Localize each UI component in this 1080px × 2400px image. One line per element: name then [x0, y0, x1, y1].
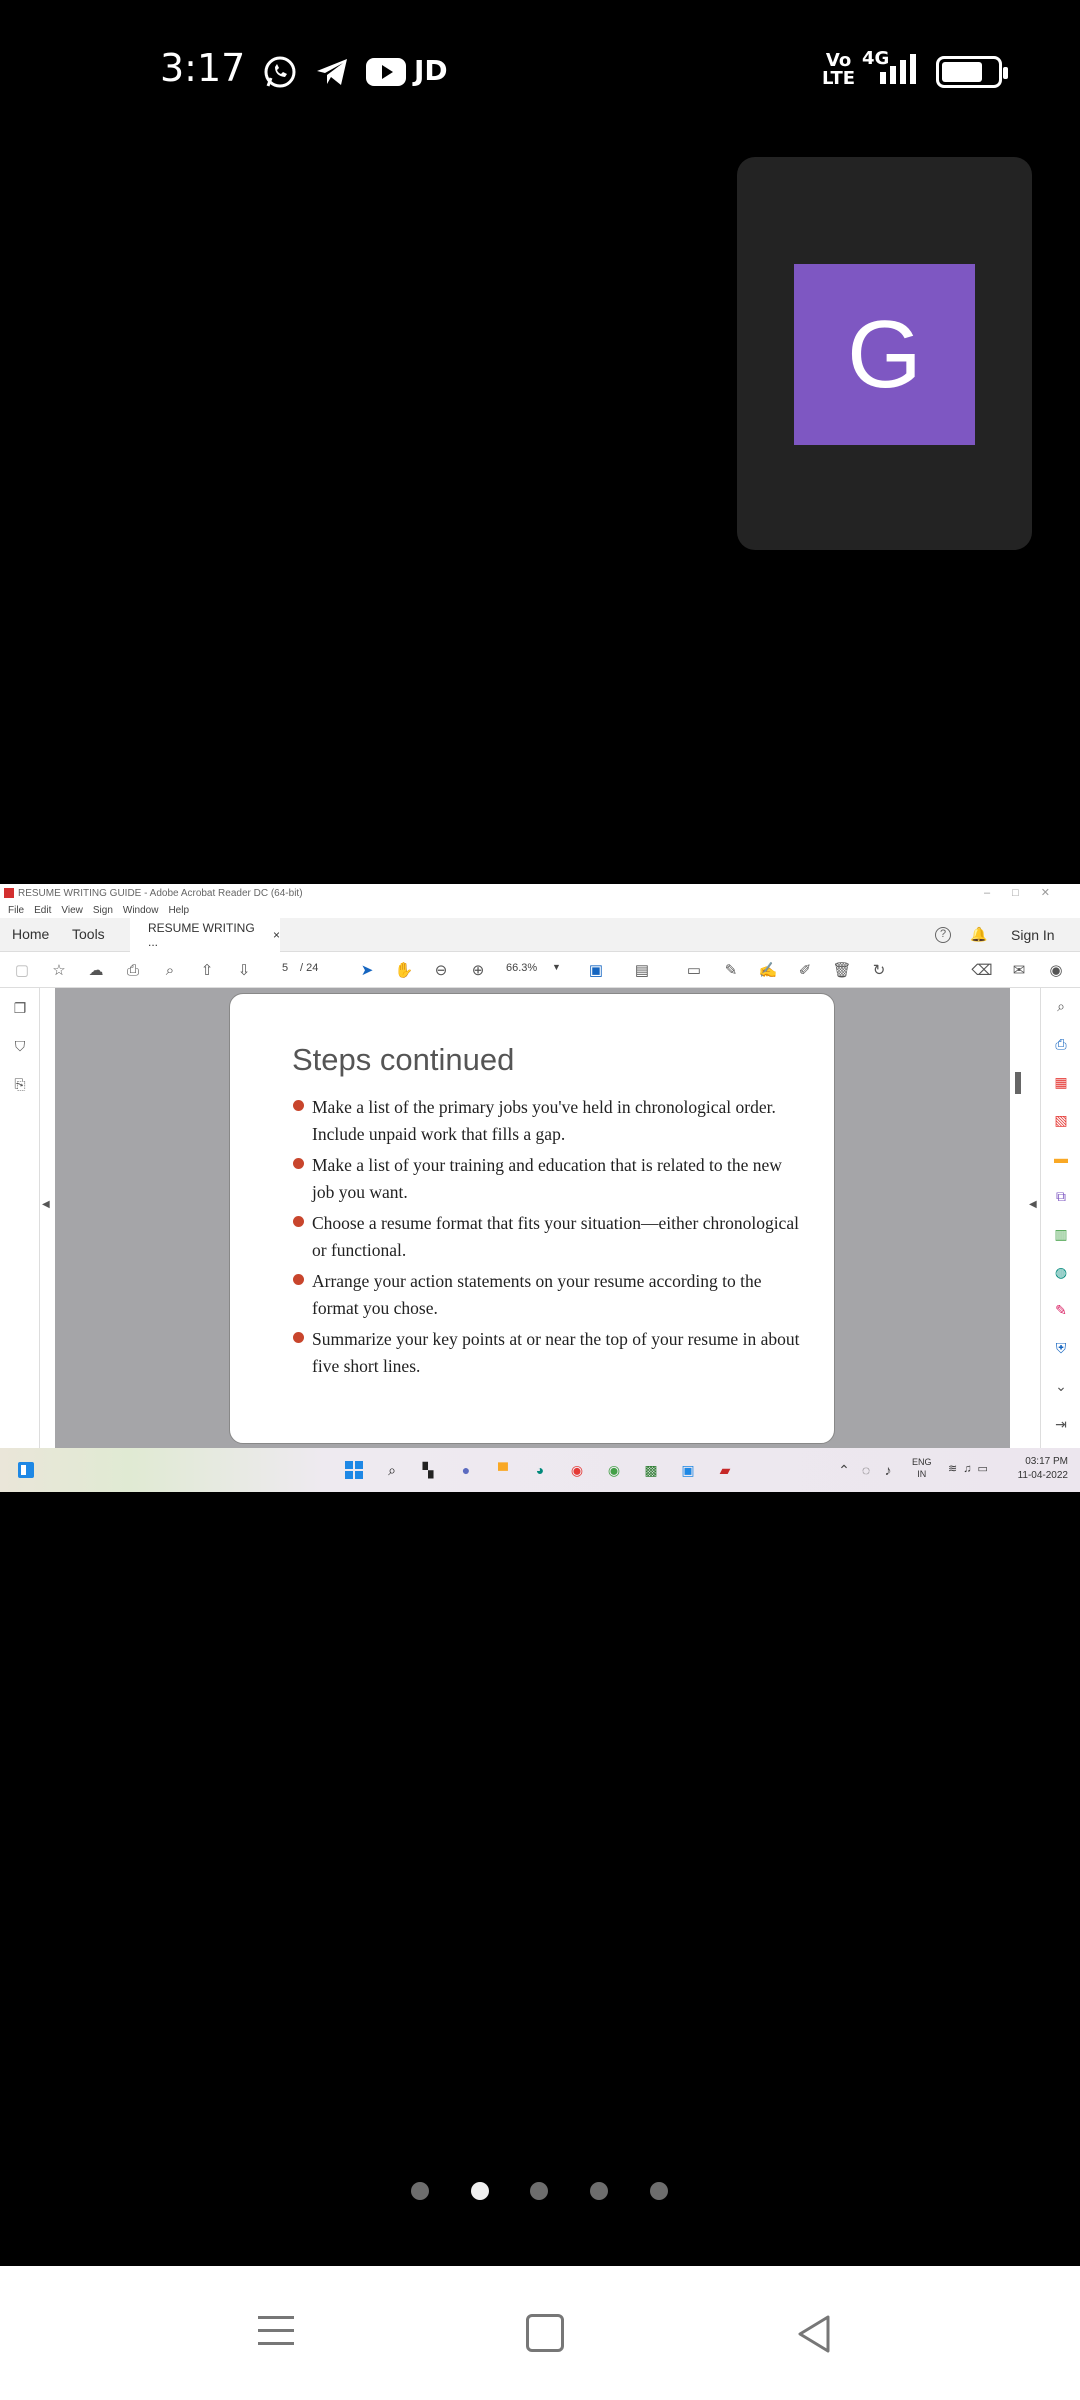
acrobat-icon [4, 888, 14, 898]
page-dot-active[interactable] [471, 2182, 489, 2200]
tab-home[interactable]: Home [12, 926, 50, 942]
scrollbar[interactable] [1015, 1072, 1021, 1094]
page-dot[interactable] [530, 2182, 548, 2200]
scroll-mode-icon[interactable]: ▤ [634, 962, 650, 979]
menu-edit[interactable]: Edit [34, 904, 52, 916]
highlight-icon[interactable]: ✎ [724, 962, 738, 979]
page-dot[interactable] [650, 2182, 668, 2200]
bullet-dot [293, 1100, 304, 1111]
signal-icon [878, 52, 920, 86]
more-tools-icon[interactable]: ⌄ [1055, 1378, 1067, 1394]
menu-view[interactable]: View [61, 904, 83, 916]
hand-icon[interactable]: ✋ [394, 962, 414, 979]
help-icon[interactable]: ? [935, 927, 951, 943]
back-button[interactable] [796, 2314, 832, 2354]
select-cursor-icon[interactable]: ➤ [360, 962, 374, 979]
page-up-icon[interactable]: ⇧ [200, 962, 214, 979]
delete-icon[interactable]: 🗑 [832, 962, 852, 979]
windows-taskbar [0, 1448, 1080, 1492]
bullet-dot [293, 1158, 304, 1169]
menu-bar [0, 902, 1080, 918]
home-button[interactable] [526, 2314, 564, 2352]
chevron-down-icon[interactable]: ▼ [552, 962, 561, 972]
fit-page-icon[interactable]: ▣ [588, 962, 604, 979]
slide-title: Steps continued [292, 1042, 515, 1077]
excel-icon[interactable]: ▩ [644, 1461, 658, 1478]
sign-icon[interactable]: ✍ [758, 962, 778, 979]
windows-start-icon[interactable] [344, 1460, 364, 1480]
menu-file[interactable]: File [8, 904, 25, 916]
save-icon[interactable]: ▢ [14, 962, 30, 979]
chat-icon[interactable]: ● [461, 1462, 471, 1478]
page-down-icon[interactable]: ⇩ [237, 962, 251, 979]
list-item: Summarize your key points at or near the top of your resume in about five short lines. [292, 1326, 802, 1380]
export-pdf-icon[interactable]: ⎙ [1055, 1036, 1067, 1052]
task-view-icon[interactable]: ▚ [422, 1461, 434, 1478]
attachment-icon[interactable]: ⎘ [14, 1076, 26, 1092]
search-icon[interactable]: ⌕ [165, 961, 175, 979]
window-title: RESUME WRITING GUIDE - Adobe Acrobat Reader DC (64-bit) [18, 887, 303, 899]
tab-bar [0, 918, 1080, 952]
tab-document-label: RESUME WRITING ... [148, 921, 255, 949]
jd-notification-icon: JD [414, 54, 448, 87]
bullet-dot [293, 1332, 304, 1343]
page-dot[interactable] [411, 2182, 429, 2200]
whatsapp-icon [260, 52, 300, 92]
left-sidebar [0, 988, 40, 1448]
rotate-icon[interactable]: ↻ [872, 962, 886, 979]
chrome-profile-icon[interactable]: ◉ [607, 1461, 621, 1478]
compress-icon[interactable]: ▥ [1054, 1226, 1068, 1242]
pdf-page [229, 993, 835, 1444]
fill-sign-icon[interactable]: ✎ [1055, 1302, 1067, 1318]
bell-icon[interactable]: 🔔 [970, 926, 988, 942]
tab-document[interactable] [130, 918, 280, 952]
menu-sign[interactable]: Sign [92, 904, 113, 916]
microphone-icon[interactable]: ♪ [884, 1462, 892, 1478]
list-item: Arrange your action statements on your resume according to the format you chose. [292, 1268, 802, 1322]
scan-icon[interactable]: ◍ [1054, 1264, 1068, 1280]
list-item: Choose a resume format that fits your situation—either chronological or functional. [292, 1210, 802, 1264]
print-icon[interactable]: ⎙ [126, 961, 139, 979]
chrome-icon[interactable]: ◉ [570, 1461, 584, 1478]
tab-tools[interactable]: Tools [72, 926, 105, 942]
navigation-bar [0, 2266, 1080, 2400]
window-controls[interactable]: –□✕ [984, 887, 1072, 899]
zoom-in-icon[interactable]: ⊕ [471, 962, 485, 979]
page-dot[interactable] [590, 2182, 608, 2200]
cloud-upload-icon[interactable]: ☁ [88, 962, 104, 979]
toolbar [0, 952, 1080, 988]
zoom-tool-icon[interactable]: ⌕ [1057, 998, 1065, 1014]
mail-icon[interactable]: ✉ [1012, 962, 1026, 979]
participant-video-tile[interactable] [737, 157, 1032, 550]
list-item: Make a list of the primary jobs you've held in chronological order. Include unpaid work that fills a gap. [292, 1094, 802, 1148]
wifi-volume-battery-icons[interactable]: ≋♫▭ [948, 1463, 994, 1475]
avatar: G [794, 264, 975, 445]
tray-app-icon[interactable]: ◌ [861, 1462, 871, 1478]
taskbar-clock[interactable]: 03:17 PM 11-04-2022 [1017, 1456, 1068, 1481]
right-tools-pane [1040, 988, 1080, 1448]
bookmark-icon[interactable]: ⛉ [14, 1038, 26, 1054]
zoom-level[interactable]: 66.3% [506, 962, 538, 974]
widgets-icon[interactable] [16, 1460, 36, 1480]
close-tab-icon[interactable]: × [272, 928, 280, 942]
eraser-icon[interactable]: ⌫ [971, 962, 993, 979]
youtube-icon [364, 52, 408, 92]
shared-screen [0, 884, 1080, 1492]
collapse-left-icon[interactable]: ◀ [42, 1199, 50, 1210]
zoom-app-icon[interactable]: ▣ [681, 1461, 695, 1478]
comment-icon[interactable]: ▭ [686, 962, 702, 979]
status-time: 3:17 [160, 46, 246, 90]
input-language[interactable]: ENG IN [912, 1457, 932, 1479]
pages-icon[interactable]: ❐ [13, 1000, 27, 1016]
bullet-dot [293, 1274, 304, 1285]
document-viewport[interactable] [55, 988, 1010, 1448]
bullet-list [292, 1094, 802, 1384]
network-type: 4G [862, 48, 890, 69]
search-icon[interactable]: ⌕ [388, 1461, 396, 1478]
chevron-up-icon[interactable]: ⌃ [838, 1461, 850, 1478]
collapse-right-icon[interactable]: ◀ [1029, 1199, 1037, 1210]
protect-icon[interactable]: ⛨ [1055, 1340, 1067, 1356]
menu-help[interactable]: Help [168, 904, 190, 916]
star-icon[interactable]: ☆ [52, 962, 66, 979]
menu-window[interactable]: Window [122, 904, 159, 916]
edit-pdf-icon[interactable]: ✐ [798, 962, 812, 979]
page-number-input[interactable]: 5 [281, 962, 289, 974]
comment-tool-icon[interactable]: ▬ [1054, 1150, 1068, 1166]
acrobat-taskbar-icon[interactable]: ▰ [719, 1461, 731, 1478]
combine-icon[interactable]: ⧉ [1056, 1188, 1066, 1204]
telegram-icon [312, 52, 352, 92]
collapse-pane-icon[interactable]: ⇥ [1055, 1416, 1067, 1432]
volte-icon: Vo LTE [822, 50, 856, 89]
list-item: Make a list of your training and education that is related to the new job you want. [292, 1152, 802, 1206]
battery-icon [936, 56, 1002, 88]
share-user-icon[interactable]: ◉ [1049, 962, 1063, 979]
page-total: / 24 [300, 962, 319, 974]
zoom-out-icon[interactable]: ⊖ [434, 962, 448, 979]
status-bar [0, 0, 1080, 140]
page-indicator [0, 2178, 1080, 2208]
organize-icon[interactable]: ▦ [1054, 1074, 1068, 1090]
window-titlebar [0, 884, 1080, 902]
file-explorer-icon[interactable]: ▀ [498, 1462, 508, 1478]
recents-menu-icon[interactable] [258, 2316, 294, 2352]
sign-in-link[interactable]: Sign In [1011, 927, 1055, 943]
bullet-dot [293, 1216, 304, 1227]
create-pdf-icon[interactable]: ▧ [1054, 1112, 1068, 1128]
edge-icon[interactable]: ◕ [535, 1462, 545, 1478]
